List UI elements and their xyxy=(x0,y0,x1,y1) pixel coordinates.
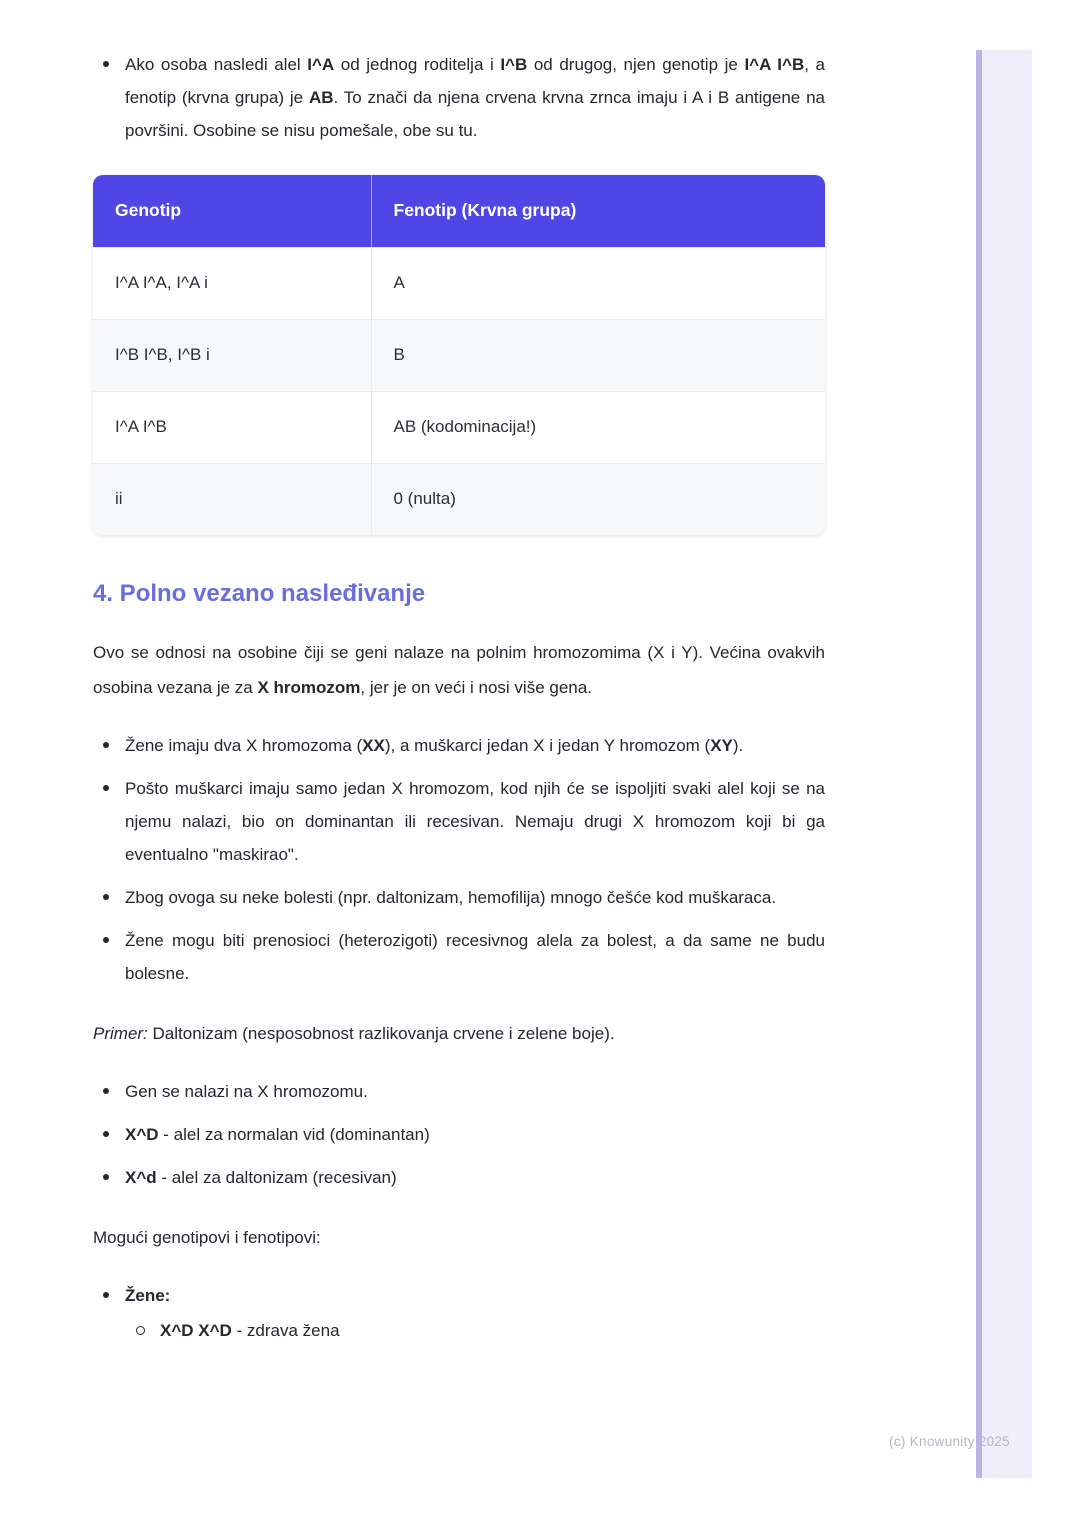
section-heading: 4. Polno vezano nasleđivanje xyxy=(93,580,426,607)
list-item: Ako osoba nasledi alel I^A od jednog roditelja i I^B od drugog, njen genotip je I^A I^B, a fenotip (krvna grupa) je AB. To znači da njena crvena krvna zrnca imaju i A i B antigene na površini. Osobine se nisu pomešale, obe su tu. xyxy=(125,48,825,147)
section-bullet-list xyxy=(93,729,825,990)
list-item: X^D - alel za normalan vid (dominantan) xyxy=(125,1118,825,1151)
table-row xyxy=(93,319,825,391)
table-cell: A xyxy=(371,247,825,319)
table-row xyxy=(93,463,825,535)
table-cell: I^A I^B xyxy=(93,391,371,463)
table-header-genotip: Genotip xyxy=(93,175,371,247)
table-header-row xyxy=(93,175,825,247)
table-cell: AB (kodominacija!) xyxy=(371,391,825,463)
section-intro-paragraph: Ovo se odnosi na osobine čiji se geni nalaze na polnim hromozomima (X i Y). Većina ovakvih osobina vezana je za X hromozom, jer je on veći i nosi više gena. xyxy=(93,643,825,697)
zene-bullet-list xyxy=(93,1279,825,1347)
table-cell: ii xyxy=(93,463,371,535)
table-header-fenotip: Fenotip (Krvna grupa) xyxy=(371,175,825,247)
primer-paragraph: Primer: Daltonizam (nesposobnost razlikovanja crvene i zelene boje). xyxy=(93,1024,615,1043)
list-item xyxy=(125,1279,825,1347)
list-item: Žene mogu biti prenosioci (heterozigoti) recesivnog alela za bolest, a da same ne budu bolesne. xyxy=(125,924,825,990)
table-row xyxy=(93,247,825,319)
list-item: Gen se nalazi na X hromozomu. xyxy=(125,1075,825,1108)
zene-label: Žene: xyxy=(125,1286,171,1305)
genotype-phenotype-table xyxy=(93,175,825,535)
list-item: Žene imaju dva X hromozoma (XX), a muškarci jedan X i jedan Y hromozom (XY). xyxy=(125,729,825,762)
watermark-text: (c) Knowunity 2025 xyxy=(889,1434,1010,1449)
list-item: X^d - alel za daltonizam (recesivan) xyxy=(125,1161,825,1194)
list-item: Zbog ovoga su neke bolesti (npr. daltonizam, hemofilija) mnogo češće kod muškaraca. xyxy=(125,881,825,914)
table-cell: I^A I^A, I^A i xyxy=(93,247,371,319)
table-cell: B xyxy=(371,319,825,391)
document-content xyxy=(93,0,825,1357)
table-row xyxy=(93,391,825,463)
table-cell: 0 (nulta) xyxy=(371,463,825,535)
moguci-paragraph: Mogući genotipovi i fenotipovi: xyxy=(93,1228,321,1247)
scrollbar-strip[interactable] xyxy=(976,50,1032,1478)
sub-list-item: X^D X^D - zdrava žena xyxy=(160,1314,825,1347)
intro-bullet-list xyxy=(93,48,825,147)
example-bullet-list xyxy=(93,1075,825,1194)
table-cell: I^B I^B, I^B i xyxy=(93,319,371,391)
zene-sublist xyxy=(125,1314,825,1347)
list-item: Pošto muškarci imaju samo jedan X hromozom, kod njih će se ispoljiti svaki alel koji se na njemu nalazi, bio on dominantan ili recesivan. Nemaju drugi X hromozom koji bi ga eventualno "maskirao". xyxy=(125,772,825,871)
